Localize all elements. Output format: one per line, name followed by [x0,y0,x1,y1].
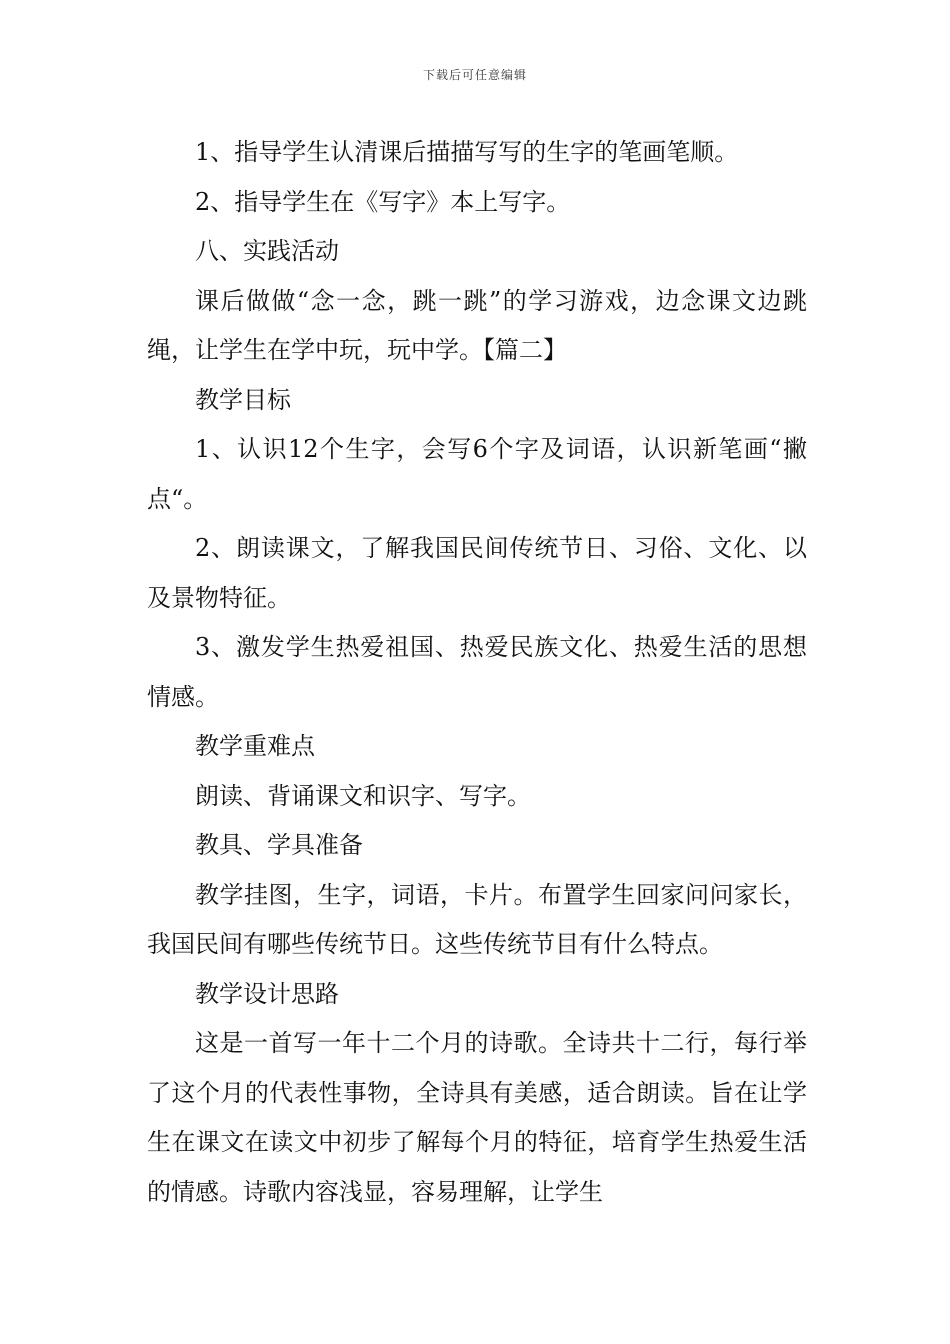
section-heading-goals: 教学目标 [195,385,291,414]
section-heading-practice: 八、实践活动 [195,237,339,265]
paragraph-guide-writing: 2、指导学生在《写字》本上写字。 [195,187,571,216]
section-heading-design: 教学设计思路 [195,979,339,1008]
paragraph-key-points: 朗读、背诵课文和识字、写字。 [195,781,531,810]
paragraph-practice-game: 课后做做“念一念，跳一跳”的学习游戏，边念课文边跳绳，让学生在学中玩，玩中学。【篇二】 [147,286,807,364]
section-heading-materials: 教具、学具准备 [195,831,363,859]
document-body [147,128,807,1217]
paragraph-materials: 教学挂图，生字，词语，卡片。布置学生回家问问家长，我国民间有哪些传统节日。这些传统节目有什么特点。 [147,880,807,958]
page-header-note: 下载后可任意编辑 [422,68,527,82]
paragraph-goal-1: 1、认识12个生字，会写6个字及词语，认识新笔画“撇点“。 [147,435,807,513]
paragraph-design: 这是一首写一年十二个月的诗歌。全诗共十二行，每行举了这个月的代表性事物，全诗具有美感，适合朗读。旨在让学生在课文在读文中初步了解每个月的特征，培育学生热爱生活的情感。诗歌内容浅显，容易理解，让学生 [147,1029,807,1206]
paragraph-goal-3: 3、激发学生热爱祖国、热爱民族文化、热爱生活的思想情感。 [147,633,807,711]
paragraph-goal-2: 2、朗读课文，了解我国民间传统节日、习俗、文化、以及景物特征。 [147,534,807,612]
paragraph-guide-strokes: 1、指导学生认清课后描描写写的生字的笔画笔顺。 [195,138,739,166]
section-heading-key-points: 教学重难点 [195,732,315,760]
